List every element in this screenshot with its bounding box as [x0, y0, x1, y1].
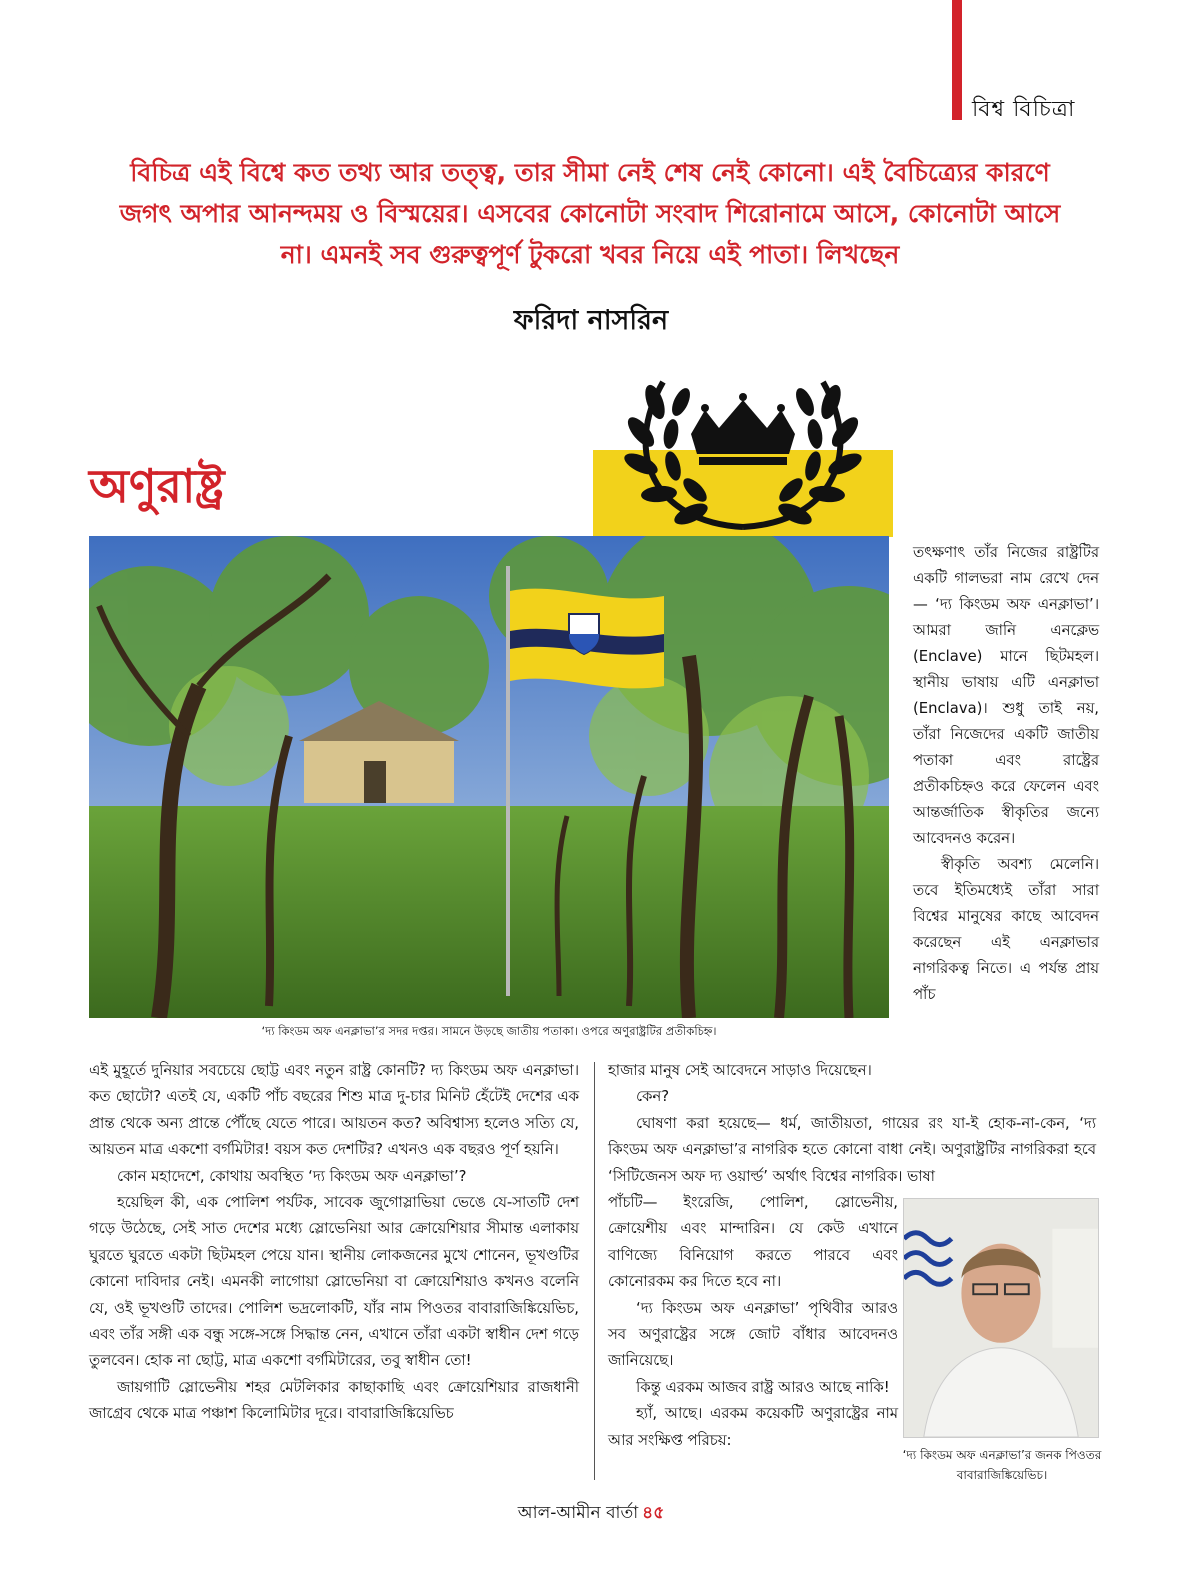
left-paragraph: এই মুহূর্তে দুনিয়ার সবচেয়ে ছোট্ট এবং নতুন রাষ্ট্র কোনটি? দ্য কিংডম অফ এনক্লাভা। কত ছোটো? এতই যে, একটি পাঁচ বছরের শিশু মাত্র দু-চার মিনিট হেঁটেই দেশের এক প্রান্ত থেকে অন্য প্রান্তে পৌঁছে যেতে পারে। আয়তন কত? অবিশ্বাস্য হলেও সত্যি যে, আয়তন মাত্র একশো বর্গমিটার! বয়স কত দেশটির? এখনও এক বছরও পূর্ণ হয়নি। [89, 1062, 579, 1159]
left-column [89, 1058, 579, 1428]
publication-name: আল-আমীন বার্তা [517, 1503, 639, 1523]
side-paragraph: স্বীকৃতি অবশ্য মেলেনি। তবে ইতিমধ্যেই তাঁরা সারা বিশ্বের মানুষের কাছে আবেদন করেছেন এই এনক্লাভার নাগরিকত্ব নিতে। এ পর্যন্ত প্রায় পাঁচ [913, 856, 1099, 1003]
page-number: ৪৫ [642, 1503, 665, 1523]
author-name: ফরিদা নাসরিন [513, 305, 669, 336]
left-paragraph: হয়েছিল কী, এক পোলিশ পর্যটক, সাবেক জুগোস্লাভিয়া ভেঙে যে-সাতটি দেশ গড়ে উঠেছে, সেই সাত দেশের মধ্যে স্লোভেনিয়া আর ক্রোয়েশিয়ার সীমান্ত এলাকায় ঘুরতে ঘুরতে একটা ছিটমহল পেয়ে যান। স্থানীয় লোকজনের মুখে শোনেন, ভূখণ্ডটির কোনো দাবিদার নেই। এমনকী লাগোয়া স্লোভেনিয়া বা ক্রোয়েশিয়াও কখনও বলেনি যে, ওই ভূখণ্ডটি তাদের। পোলিশ ভদ্রলোকটি, যাঁর নাম পিওতর বাবারাজিঙ্কিয়েভিচ, এবং তাঁর সঙ্গী এক বন্ধু সঙ্গে-সঙ্গে সিদ্ধান্ত নেন, এখানে তাঁরা একটা স্বাধীন দেশ গড়ে তুলবেন। হোক না ছোট্ট, মাত্র একশো বর্গমিটারের, তবু স্বাধীন তো! [89, 1194, 579, 1370]
section-label: বিশ্ব বিচিত্রা [972, 97, 1076, 122]
page-footer [0, 1500, 1182, 1528]
right-paragraph: কিন্তু এরকম আজব রাষ্ট্র আরও আছে নাকি! [636, 1378, 890, 1396]
enclava-emblem [593, 362, 893, 537]
right-paragraph: কেন? [636, 1088, 670, 1106]
side-paragraph: তৎক্ষণাৎ তাঁর নিজের রাষ্ট্রটির একটি গালভরা নাম রেখে দেন— ‘দ্য কিংডম অফ এনক্লাভা’। আমরা জানি এনক্লেভ (Enclave) মানে ছিটমহল। স্থানীয় ভাষায় এটি এনক্লাভা (Enclava)। শুধু তাই নয়, তাঁরা নিজেদের একটি জাতীয় পতাকা এবং রাষ্ট্রের প্রতীকচিহ্নও করে ফেলেন এবং আন্তর্জাতিক স্বীকৃতির জন্যে আবেদনও করেন। [913, 544, 1099, 847]
right-paragraph: পাঁচটি— ইংরেজি, পোলিশ, স্লোভেনীয়, ক্রোয়েশীয় এবং মান্দারিন। যে কেউ এখানে বাণিজ্যে বিনিয়োগ করতে পারবে এবং কোনোরকম কর দিতে হবে না। [608, 1194, 898, 1291]
right-paragraph: হাজার মানুষ সেই আবেদনে সাড়াও দিয়েছেন। [608, 1062, 872, 1079]
section-accent-bar [952, 0, 962, 120]
column-divider [594, 1062, 595, 1480]
side-column [913, 540, 1099, 1008]
enclava-flag [510, 589, 664, 689]
left-paragraph: কোন মহাদেশে, কোথায় অবস্থিত ‘দ্য কিংডম অফ এনক্লাভা’? [117, 1167, 467, 1185]
right-paragraph: হ্যাঁ, আছে। এরকম কয়েকটি অণুরাষ্ট্রের নাম আর সংক্ষিপ্ত পরিচয়: [608, 1405, 898, 1449]
portrait-caption: ‘দ্য কিংডম অফ এনক্লাভা’র জনক পিওতর বাবারাজিঙ্কিয়েভিচ। [902, 1448, 1102, 1482]
headquarters-photo [89, 536, 889, 1018]
founder-portrait [903, 1198, 1099, 1438]
right-paragraph: ঘোষণা করা হয়েছে— ধর্ম, জাতীয়তা, গায়ের রং যা-ই হোক-না-কেন, ‘দ্য কিংডম অফ এনক্লাভা’র নাগরিক হতে কোনো বাধা নেই। অণুরাষ্ট্রটির নাগরিকরা হবে ‘সিটিজেনস অফ দ্য ওয়ার্ল্ড’ অর্থাৎ বিশ্বের নাগরিক। ভাষা [608, 1114, 1096, 1185]
left-paragraph: জায়গাটি স্লোভেনীয় শহর মেটলিকার কাছাকাছি এবং ক্রোয়েশিয়ার রাজধানী জাগ্রেব থেকে মাত্র পঞ্চাশ কিলোমিটার দূরে। বাবারাজিঙ্কিয়েভিচ [89, 1378, 579, 1423]
flag-pole [506, 566, 510, 996]
article-headline: অণুরাষ্ট্র [89, 459, 225, 513]
photo-caption: ‘দ্য কিংডম অফ এনক্লাভা’র সদর দপ্তর। সামনে উড়ছে জাতীয় পতাকা। ওপরে অণুরাষ্ট্রটির প্রতীকচিহ্ন। [261, 1024, 717, 1038]
intro-text: বিচিত্র এই বিশ্বে কত তথ্য আর তত্ত্ব, তার সীমা নেই শেষ নেই কোনো। এই বৈচিত্র্যের কারণে জগৎ অপার আনন্দময় ও বিস্ময়ের। এসবের কোনোটা সংবাদ শিরোনামে আসে, কোনোটা আসে না। এমনই সব গুরুত্বপূর্ণ টুকরো খবর নিয়ে এই পাতা। লিখছেন [119, 158, 1061, 269]
right-paragraph: ‘দ্য কিংডম অফ এনক্লাভা’ পৃথিবীর আরও সব অণুরাষ্ট্রের সঙ্গে জোট বাঁধার আবেদনও জানিয়েছে। [608, 1299, 898, 1370]
